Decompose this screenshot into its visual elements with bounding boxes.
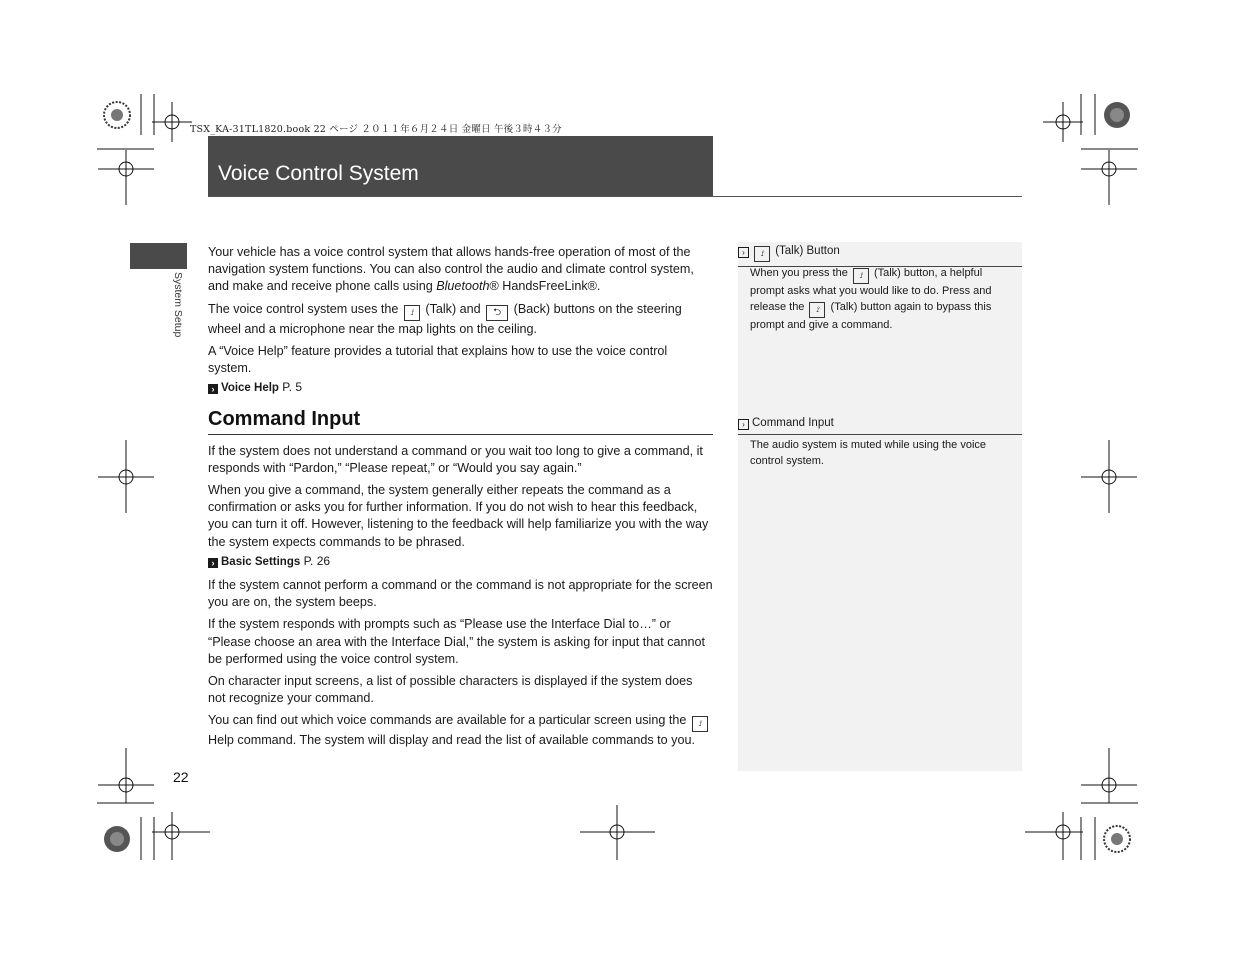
command-paragraph-6: You can find out which voice commands are available for a particular screen using the ⟟ Help command. The system will display and read the list of available commands to you. xyxy=(208,712,713,749)
talk-icon: ⟟ xyxy=(809,302,825,318)
note-heading-talk-button: › ⟟ (Talk) Button xyxy=(738,245,1022,267)
arrow-icon: › xyxy=(208,558,218,568)
command-paragraph-5: On character input screens, a list of possible characters is displayed if the system does not recognize your command. xyxy=(208,674,693,706)
intro-paragraph-2: The voice control system uses the ⟟ (Talk) and ⮌ (Back) buttons on the steering wheel and a microphone near the map lights on the ceiling. xyxy=(208,301,682,336)
intro-paragraph-1: Your vehicle has a voice control system that allows hands-free operation of most of the navigation system functions. You can also control the audio and climate control system, and make and receive phone calls using Bluetooth® HandsFreeLink®. xyxy=(208,245,694,294)
note-marker-icon: › xyxy=(738,247,749,258)
command-paragraph-2: When you give a command, the system generally either repeats the command as a confirmation or asks you for further information. If you do not wish to hear this feedback, you can turn it off. However, listening to the feedback will help familiarize you with the way the system expects commands to be phrased. xyxy=(208,483,709,549)
note-body-talk-button: When you press the ⟟ (Talk) button, a helpful prompt asks what you would like to do. Press and release the ⟟ (Talk) button again to bypass this prompt and give a command. xyxy=(750,267,992,331)
page-title: Voice Control System xyxy=(218,162,419,185)
section-label: System Setup xyxy=(172,272,184,338)
talk-icon: ⟟ xyxy=(853,268,869,284)
xref-voice-help[interactable]: › Voice Help P. 5 xyxy=(208,379,713,397)
talk-icon: ⟟ xyxy=(692,716,708,732)
back-icon: ⮌ xyxy=(486,305,508,321)
intro-paragraph-3: A “Voice Help” feature provides a tutorial that explains how to use the voice control system. xyxy=(208,343,668,376)
section-heading-command-input: Command Input xyxy=(208,411,713,434)
command-paragraph-4: If the system responds with prompts such as “Please use the Interface Dial to…” or “Please choose an area with the Interface Dial,” the system is asking for input that cannot be performed using the voice control system. xyxy=(208,617,706,666)
note-body-command-input: The audio system is muted while using the voice control system. xyxy=(750,439,987,467)
talk-icon: ⟟ xyxy=(754,246,770,262)
command-paragraph-3: If the system cannot perform a command or the command is not appropriate for the screen you are on, the system beeps. xyxy=(208,578,713,610)
arrow-icon: › xyxy=(208,384,218,394)
command-paragraph-1: If the system does not understand a command or you wait too long to give a command, it responds with “Pardon,” “Please repeat,” or “Would you say again.” xyxy=(208,443,703,475)
page-number: 22 xyxy=(173,769,189,785)
note-heading-command-input: › Command Input xyxy=(738,417,1022,435)
print-header: TSX_KA-31TL1820.book 22 ページ ２０１１年６月２４日 金曜日 午後３時４３分 xyxy=(190,124,562,135)
talk-icon: ⟟ xyxy=(404,305,420,321)
xref-basic-settings[interactable]: › Basic Settings P. 26 xyxy=(208,553,713,571)
note-marker-icon: › xyxy=(738,419,749,430)
